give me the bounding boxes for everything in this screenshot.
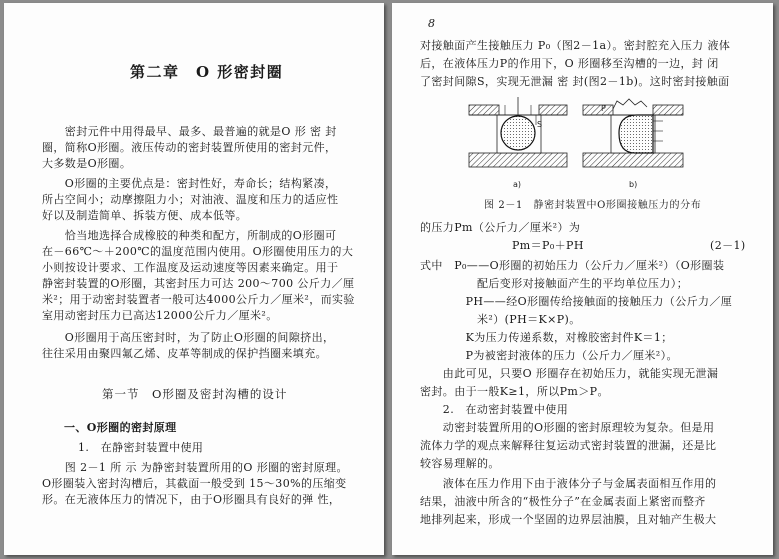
paragraph-line: 密封。由于一般K≥1，所以Pm＞P。 [420, 385, 609, 398]
paragraph-line: 形。在无液体压力的情况下，由于O形圈具有良好的弹 性， [42, 493, 341, 506]
item-title: 2. 在动密封装置中使用 [420, 403, 569, 416]
paragraph-line: 由此可见，只要O 形圈存在初始压力，就能实现无泄漏 [420, 367, 719, 380]
formula-number: (2－1) [710, 239, 746, 252]
paragraph-line: 小则按设计要求、工作温度及运动速度等因素来确定。用于 [42, 261, 339, 274]
figure-caption: 图 2－1 静密封装置中O形圈接触压力的分布 [484, 200, 702, 211]
paragraph-line: 圈，简称O形圈。液压传动的密封装置所使用的密封元件， [42, 141, 337, 154]
right-page [392, 3, 773, 555]
formula: Pm＝P₀＋PH [512, 239, 584, 252]
paragraph-line: 后，在液体压力P的作用下，O 形圈移至沟槽的一边，封 闭 [420, 57, 719, 70]
section-title: 第一节 O形圈及密封沟槽的设计 [102, 387, 288, 401]
paragraph-line: 在－66℃～＋200℃的温度范围内使用。O形圈使用压力的大 [42, 245, 354, 258]
item-title: 1. 在静密封装置中使用 [78, 441, 204, 454]
paragraph-line: 结果，油液中所含的“极性分子”在金属表面上紧密而整齐 [420, 495, 706, 508]
subsection-title: 一、O形圈的密封原理 [64, 421, 177, 434]
paragraph-line: O形圈装入密封沟槽后，其截面一般受到 15～30%的压缩变 [42, 477, 347, 490]
label-p: P [601, 104, 606, 113]
diagram-a [469, 97, 567, 189]
paragraph-line: O形圈的主要优点是：密封性好，寿命长；结构紧凑， [42, 177, 337, 190]
definition-line: 米²）(PH＝K×P)。 [420, 313, 581, 326]
paragraph-line: 恰当地选择合成橡胶的种类和配方，所制成的O形圈可 [42, 229, 337, 242]
paragraph-line: 液体在压力作用下由于液体分子与金属表面相互作用的 [420, 477, 717, 490]
paragraph-line: 大多数是O形圈。 [42, 157, 132, 170]
paragraph-line: 流体力学的观点来解释往复运动式密封装置的泄漏，还是比 [420, 439, 717, 452]
paragraph-line: 较容易理解的。 [420, 457, 500, 470]
label-a: a) [513, 180, 522, 189]
definition-line: 式中 P₀——O形圈的初始压力（公斤力／厘米²）（O形圈装 [420, 259, 725, 272]
paragraph-line: 的压力Pm（公斤力／厘米²）为 [420, 221, 581, 234]
paragraph-line: 密封元件中用得最早、最多、最普遍的就是O 形 密 封 [42, 125, 337, 138]
definition-line: 配后变形对接触面产生的平均单位压力）； [420, 277, 689, 290]
paragraph-line: O形圈用于高压密封时，为了防止O形圈的间隙挤出， [42, 331, 335, 344]
paragraph-line: 图 2－1 所 示 为静密封装置所用的O 形圈的密封原理。 [42, 461, 348, 474]
o-ring-diagram [467, 91, 687, 193]
page-number: 8 [428, 17, 436, 30]
left-page [4, 3, 384, 555]
paragraph-line: 了密封间隙S，实现无泄漏 密 封(图2－1b)。这时密封接触面 [420, 75, 730, 88]
diagram-b [583, 99, 683, 189]
chapter-title: 第二章 O 形密封圈 [130, 63, 284, 81]
paragraph-line: 往往采用由聚四氟乙烯、皮革等制成的保护挡圈来填充。 [42, 347, 327, 360]
definition-line: P为被密封液体的压力（公斤力／厘米²）。 [420, 349, 678, 362]
paragraph-line: 静密封装置的O形圈，其密封压力可达 200～700 公斤力／厘 [42, 277, 355, 290]
paragraph-line: 所占空间小；动摩擦阻力小；对油液、温度和压力的适应性 [42, 193, 339, 206]
paragraph-line: 室用动密封压力已高达12000公斤力／厘米²。 [42, 309, 278, 322]
paragraph-line: 地排列起来，形成一个坚固的边界层油膜，且对轴产生极大 [420, 513, 717, 526]
paragraph-line: 动密封装置所用的O形圈的密封原理较为复杂。但是用 [420, 421, 715, 434]
label-s: S [537, 120, 543, 129]
definition-line: PH——经O形圈传给接触面的接触压力（公斤力／厘 [420, 295, 733, 308]
paragraph-line: 米²；用于动密封装置者一般可达4000公斤力／厘米²，而实验 [42, 293, 355, 306]
o-ring-figure [467, 91, 687, 193]
definition-line: K为压力传递系数，对橡胶密封件K＝1； [420, 331, 673, 344]
paragraph-line: 好以及制造简单、拆装方便、成本低等。 [42, 209, 248, 222]
paragraph-line: 对接触面产生接触压力 P₀（图2－1a）。密封腔充入压力 液体 [420, 39, 731, 52]
label-b: b) [629, 180, 638, 189]
